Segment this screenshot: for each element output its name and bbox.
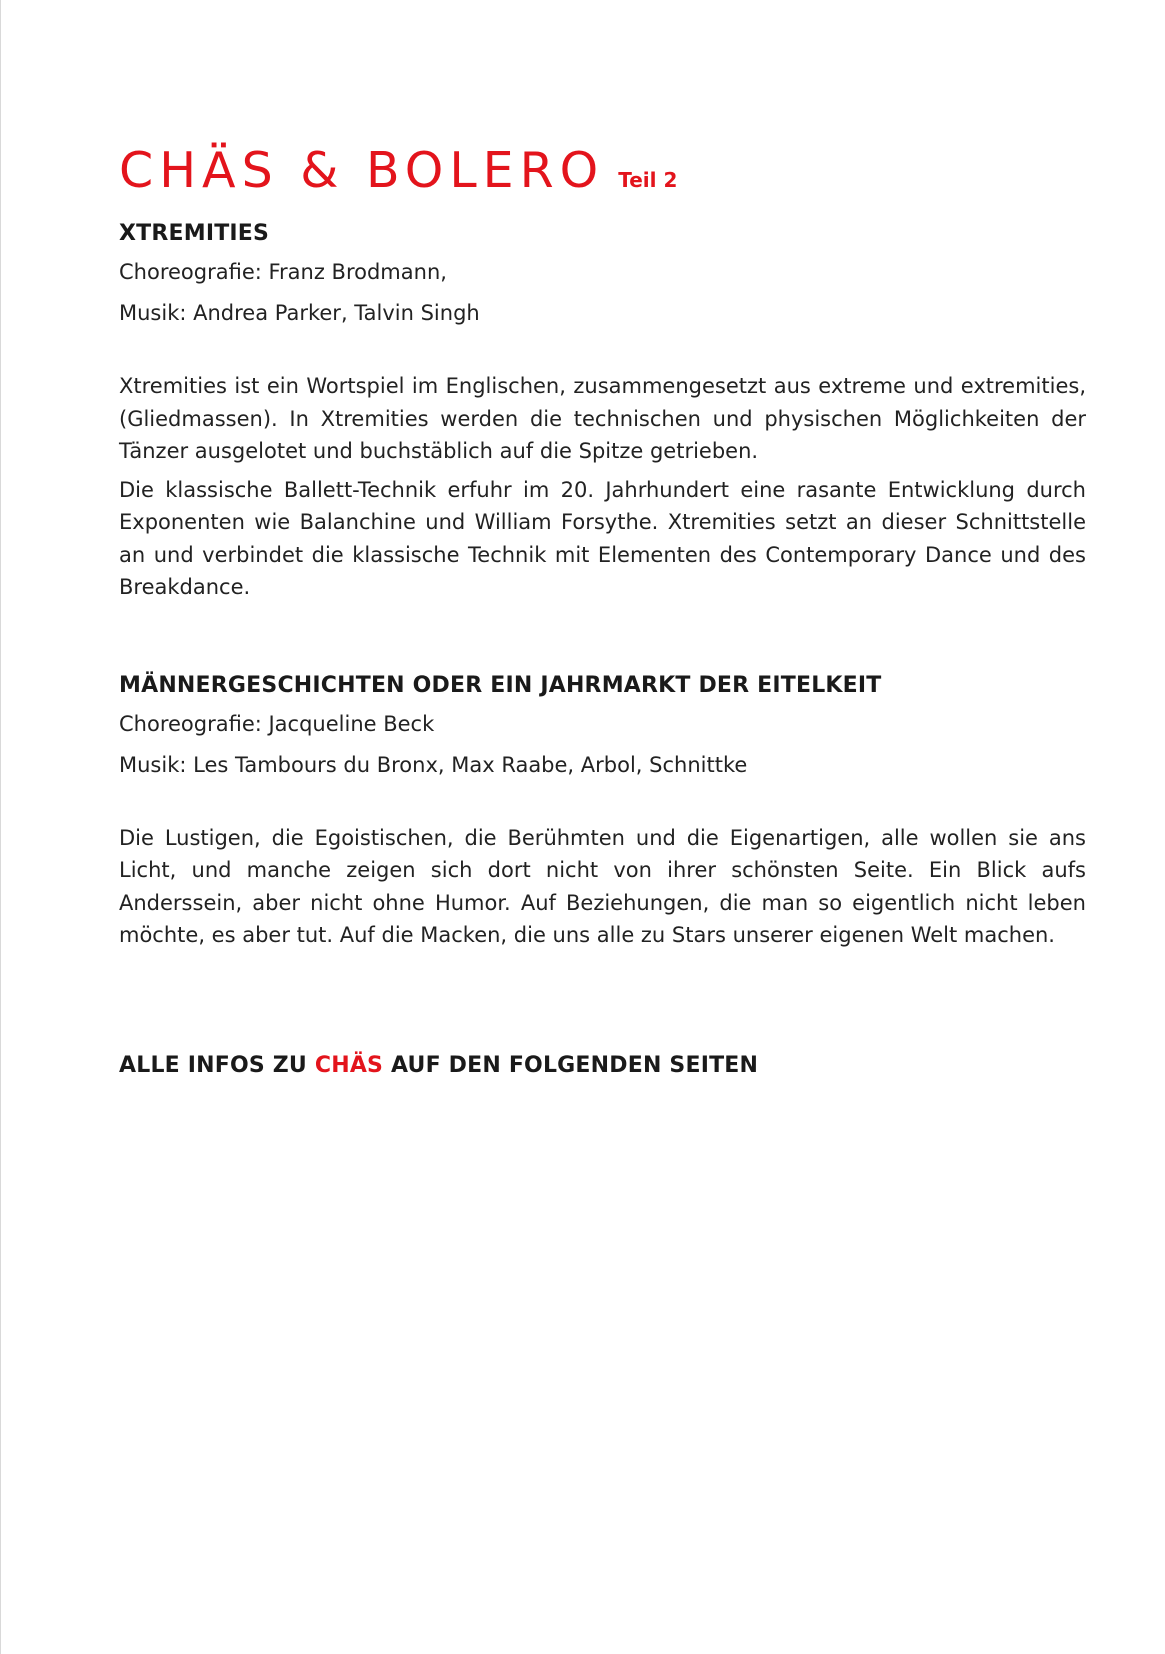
document-content bbox=[119, 140, 1086, 1080]
body-paragraph: Xtremities ist ein Wortspiel im Englischen, zusammengesetzt aus extreme und extremities, (Gliedmassen). In Xtremities werden die technischen und physischen Möglichkeiten der Tänzer ausgelotet und buchstäblich auf die Spitze getrieben. bbox=[119, 374, 1086, 463]
music-credit: Musik: Les Tambours du Bronx, Max Raabe, Arbol, Schnittke bbox=[119, 752, 748, 777]
section-heading: XTREMITIES bbox=[119, 221, 270, 246]
title-suffix: Teil 2 bbox=[618, 168, 678, 192]
music-credit: Musik: Andrea Parker, Talvin Singh bbox=[119, 301, 480, 325]
page-title: CHÄS & BOLERO bbox=[119, 142, 605, 199]
section-maennergeschichten bbox=[119, 672, 1086, 952]
choreography-credit: Choreografie: Jacqueline Beck bbox=[119, 711, 435, 736]
footer-note-text: ALLE INFOS ZU bbox=[119, 1052, 315, 1078]
footer-note bbox=[119, 1052, 1086, 1080]
footer-note-highlight: CHÄS bbox=[314, 1052, 384, 1078]
page-edge bbox=[0, 0, 1, 1654]
footer-note-text: AUF DEN FOLGENDEN SEITEN bbox=[383, 1052, 759, 1078]
body-paragraph: Die Lustigen, die Egoistischen, die Berühmten und die Eigenartigen, alle wollen sie ans Licht, und manche zeigen sich dort nicht von ihrer schönsten Seite. Ein Blick aufs Anderssein, aber nicht ohne Humor. Auf Beziehungen, die man so eigentlich nicht leben möchte, es aber tut. Auf die Macken, die uns alle zu Stars unserer eigenen Welt machen. bbox=[119, 825, 1086, 947]
section-heading: MÄNNERGESCHICHTEN ODER EIN JAHRMARKT DER EITELKEIT bbox=[119, 672, 882, 698]
body-paragraph: Die klassische Ballett-Technik erfuhr im 20. Jahrhundert eine rasante Entwicklung durch Exponenten wie Balanchine und William Forsythe. Xtremities setzt an dieser Schnittstelle an und verbindet die klassische Technik mit Elementen des Contemporary Dance und des Breakdance. bbox=[119, 477, 1086, 599]
choreography-credit: Choreografie: Franz Brodmann, bbox=[119, 260, 447, 284]
section-xtremities bbox=[119, 220, 1086, 604]
title-block bbox=[119, 140, 1086, 202]
